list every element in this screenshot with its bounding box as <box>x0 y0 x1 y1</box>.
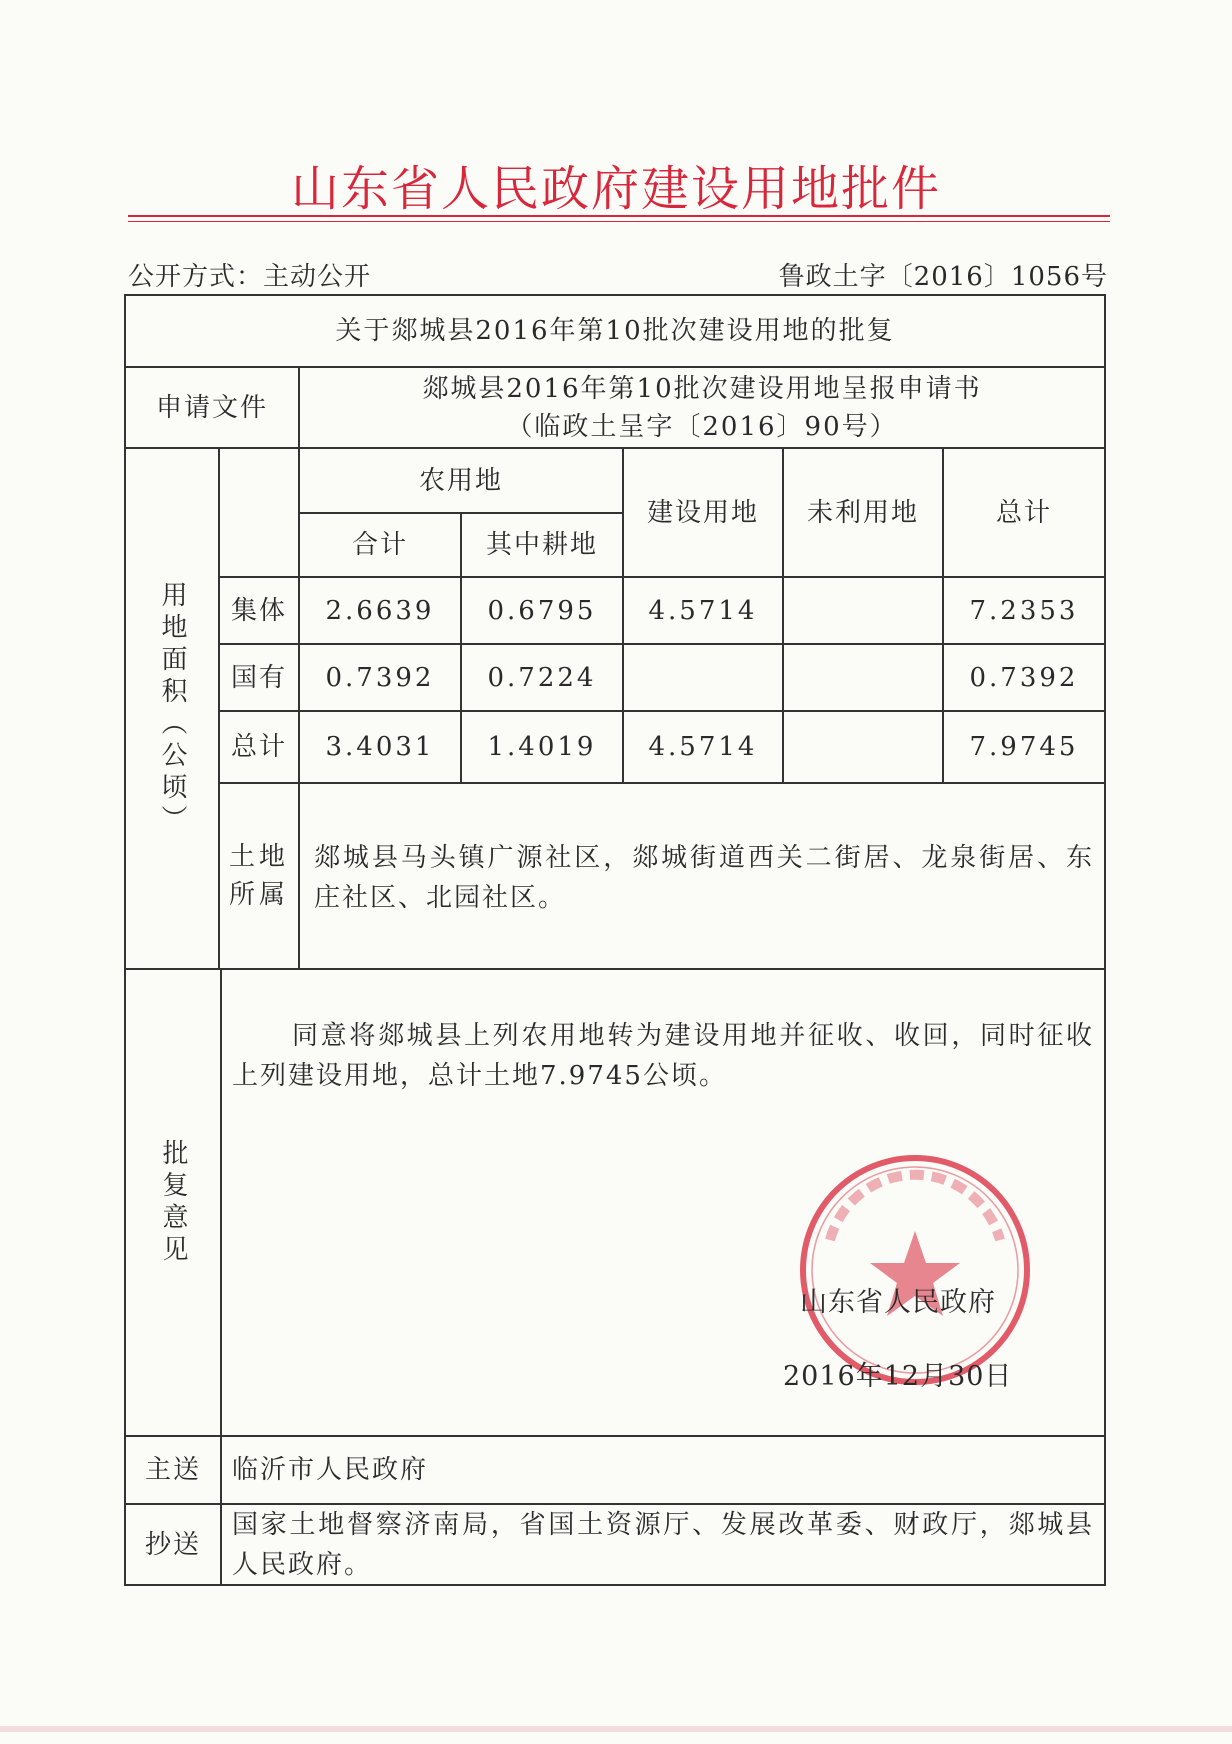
header-construction: 建设用地 <box>646 497 759 528</box>
ownership-label: 土地所属 <box>228 842 289 910</box>
document-title: 山东省人民政府建设用地批件 <box>290 161 941 217</box>
cell-construction: 4.5714 <box>648 732 758 762</box>
row-label-collective: 集体 <box>230 595 287 626</box>
header-total: 总计 <box>995 497 1052 528</box>
scan-edge <box>0 1726 1232 1732</box>
title-rule-thick <box>128 215 1110 217</box>
signing-authority: 山东省人民政府 <box>800 1287 996 1318</box>
approval-label <box>126 970 220 1435</box>
cc-recipients: 国家土地督察济南局，省国土资源厅、发展改革委、财政厅，郯城县人民政府。 <box>232 1510 1094 1580</box>
main-recipient-label: 主送 <box>144 1455 201 1485</box>
cell-total: 7.2353 <box>969 595 1079 626</box>
cell-total: 0.7392 <box>969 662 1079 693</box>
title-rule-thin <box>128 221 1110 222</box>
approval-date: 2016年12月30日 <box>783 1361 1013 1392</box>
row-label-total: 总计 <box>230 732 287 762</box>
cell-subtotal: 0.7392 <box>325 662 435 693</box>
cell-total: 7.9745 <box>969 732 1079 762</box>
application-number: （临政土呈字〔2016〕90号） <box>506 411 898 442</box>
cell-unused <box>784 578 942 643</box>
table-border-right <box>1104 294 1106 1586</box>
header-subtotal: 合计 <box>351 530 408 560</box>
main-recipient: 临沂市人民政府 <box>232 1455 429 1485</box>
table-line <box>124 1435 1106 1437</box>
area-label-text: 用地面积（公顷） <box>157 580 187 837</box>
ownership-text: 郯城县马头镇广源社区，郯城街道西关二街居、龙泉街居、东庄社区、北园社区。 <box>314 843 1094 913</box>
header-unused: 未利用地 <box>806 497 919 528</box>
application-title: 郯城县2016年第10批次建设用地呈报申请书 <box>422 373 982 404</box>
approval-label-text: 批复意见 <box>158 1138 188 1267</box>
cell-cultivated: 0.6795 <box>487 595 597 626</box>
cc-label: 抄送 <box>144 1529 201 1560</box>
subject-cell: 关于郯城县2016年第10批次建设用地的批复 <box>335 316 895 346</box>
cell-cultivated: 0.7224 <box>487 662 597 693</box>
table-line <box>124 968 1106 970</box>
header-farmland: 农用地 <box>418 465 503 496</box>
header-cultivated: 其中耕地 <box>485 530 598 560</box>
cell-cultivated: 1.4019 <box>487 732 597 762</box>
cell-subtotal: 3.4031 <box>325 732 435 762</box>
cell-unused <box>784 645 942 710</box>
table-line <box>220 968 222 1584</box>
area-section-label <box>126 449 218 968</box>
approval-text: 同意将郯城县上列农用地转为建设用地并征收、收回，同时征收上列建设用地，总计土地7.9745公顷。 <box>232 1021 1094 1091</box>
cell-unused <box>784 712 942 782</box>
cell-construction: 4.5714 <box>648 595 758 626</box>
application-document <box>300 368 1104 447</box>
row-label-state: 国有 <box>230 662 287 693</box>
cell-subtotal: 2.6639 <box>325 595 435 626</box>
table-line <box>218 782 1106 784</box>
cell-construction <box>624 645 782 710</box>
document-number: 鲁政土字〔2016〕1056号 <box>778 262 1108 292</box>
application-label: 申请文件 <box>155 392 268 423</box>
disclosure-method: 公开方式：主动公开 <box>128 262 372 292</box>
